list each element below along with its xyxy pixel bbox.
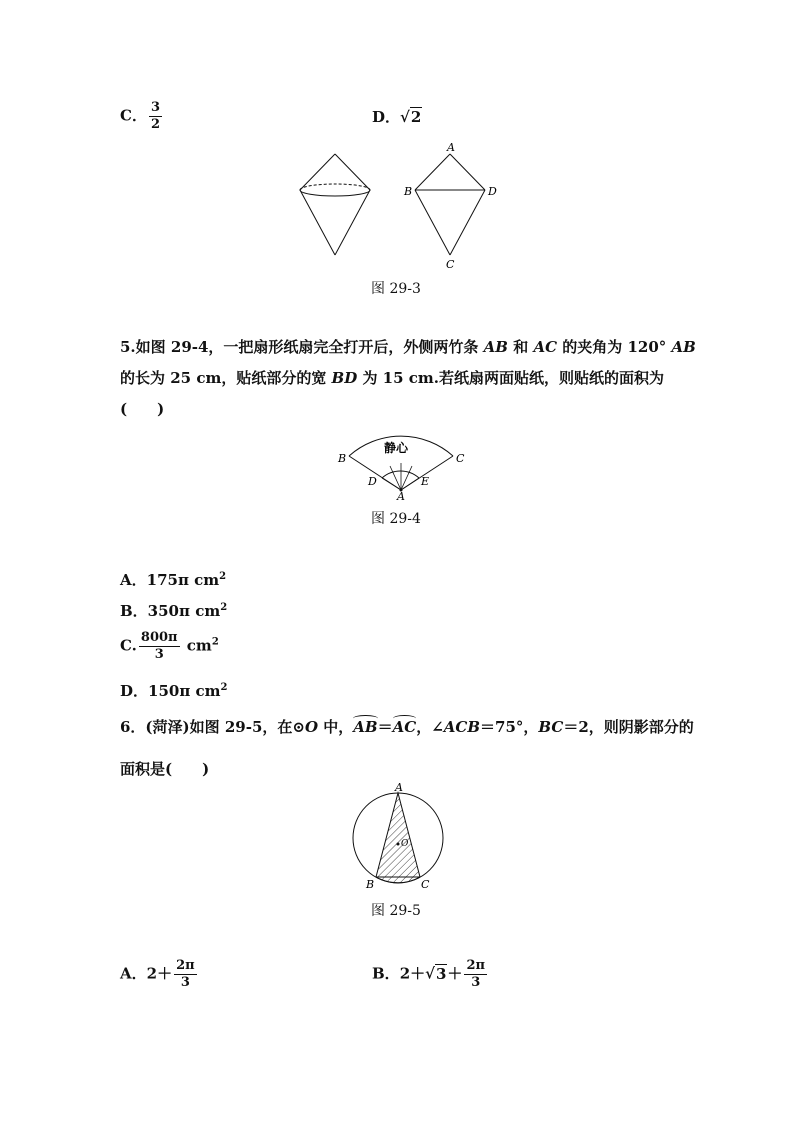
label-d: D bbox=[368, 475, 377, 488]
radicand: 3 bbox=[435, 964, 447, 983]
superscript: 2 bbox=[211, 636, 219, 648]
figure-29-4 bbox=[330, 420, 470, 500]
fan-inner-arc bbox=[382, 471, 419, 478]
superscript: 2 bbox=[220, 602, 228, 613]
segment-bc bbox=[415, 190, 450, 255]
text: 6．(菏泽)如图 29-5，在⊙ bbox=[120, 718, 305, 736]
text: 中， bbox=[318, 718, 354, 736]
q5-option-a bbox=[120, 566, 226, 591]
text: ，∠ bbox=[416, 718, 444, 736]
label-a: A bbox=[397, 490, 405, 500]
arc-ac bbox=[393, 718, 417, 736]
math-var: AC bbox=[392, 718, 417, 736]
text: A． bbox=[120, 964, 147, 983]
q5-option-b bbox=[120, 597, 227, 622]
superscript: 2 bbox=[220, 682, 228, 693]
figure-caption: 图 29-5 bbox=[371, 903, 421, 919]
q6-line2: 面积是( ) bbox=[120, 760, 210, 778]
q5-option-d bbox=[120, 677, 228, 702]
q6-option-b bbox=[372, 958, 489, 991]
label-a: A bbox=[447, 141, 455, 154]
text: ＝ bbox=[377, 718, 393, 736]
label-a: A bbox=[395, 782, 403, 794]
math-var: AB bbox=[353, 718, 378, 736]
fraction-numerator: 3 bbox=[150, 100, 160, 115]
q6-line1 bbox=[120, 716, 694, 738]
label-c: C bbox=[456, 452, 465, 465]
text: 和 bbox=[507, 338, 534, 356]
q5-line2 bbox=[120, 367, 664, 389]
math-var: AC bbox=[533, 338, 558, 356]
q5-option-c bbox=[120, 630, 219, 663]
text: B．350π cm bbox=[120, 602, 221, 620]
text: ＝75°， bbox=[480, 718, 539, 736]
fraction-denominator: 2 bbox=[150, 117, 160, 132]
figure-caption: 图 29-4 bbox=[371, 511, 421, 527]
cone-edge bbox=[300, 190, 335, 255]
label-b: B bbox=[366, 878, 375, 891]
radicand: 2 bbox=[410, 108, 422, 126]
option-d bbox=[372, 106, 422, 128]
figure-caption: 图 29-3 bbox=[371, 281, 421, 297]
fraction bbox=[174, 958, 197, 991]
q5-line1 bbox=[120, 336, 696, 358]
fraction bbox=[139, 630, 180, 663]
cone-ellipse-back bbox=[300, 184, 370, 190]
math-var: AB bbox=[483, 338, 508, 356]
sqrt-icon: √ bbox=[400, 108, 410, 126]
text: cm bbox=[186, 636, 212, 655]
fraction-numerator: 2π bbox=[466, 958, 485, 973]
option-d-label: D． bbox=[372, 108, 401, 126]
fan-text: 静心 bbox=[384, 441, 409, 455]
fraction-numerator: 800π bbox=[140, 630, 178, 645]
segment-ad bbox=[450, 154, 485, 190]
text: B． bbox=[372, 964, 400, 983]
fraction bbox=[149, 100, 162, 133]
math-var: ACB bbox=[443, 718, 481, 736]
label-b: B bbox=[404, 185, 413, 198]
fraction-numerator: 2π bbox=[176, 958, 195, 973]
segment-dc bbox=[450, 190, 485, 255]
figure-29-3 bbox=[290, 140, 510, 275]
text: 的夹角为 120° bbox=[557, 338, 672, 356]
cone-ellipse-front bbox=[300, 190, 370, 196]
label-e: E bbox=[421, 475, 430, 488]
label-b: B bbox=[338, 452, 347, 465]
center-point bbox=[397, 843, 400, 846]
math-var: O bbox=[304, 718, 319, 736]
cone-edge bbox=[335, 154, 370, 190]
option-c bbox=[120, 100, 164, 133]
superscript: 2 bbox=[219, 571, 227, 582]
segment-ab bbox=[415, 154, 450, 190]
math-var: BC bbox=[538, 718, 564, 736]
label-c: C bbox=[446, 258, 455, 271]
text: C. bbox=[120, 636, 137, 655]
math-var: AB bbox=[671, 338, 696, 356]
cone-edge bbox=[300, 154, 335, 190]
text: ＝2，则阴影部分的 bbox=[563, 718, 694, 736]
shaded-region bbox=[376, 793, 420, 883]
q6-option-a bbox=[120, 958, 199, 991]
sqrt-icon: √ bbox=[425, 964, 435, 983]
label-o: O bbox=[401, 839, 409, 849]
figure-29-5 bbox=[345, 782, 455, 894]
math-var: BD bbox=[331, 369, 358, 387]
cone-edge bbox=[335, 190, 370, 255]
fraction bbox=[464, 958, 487, 991]
text: 为 15 cm.若纸扇两面贴纸，则贴纸的面积为 bbox=[357, 369, 665, 387]
text: A．175π cm bbox=[120, 571, 220, 589]
fraction-denominator: 3 bbox=[471, 975, 481, 990]
text: 2＋ bbox=[399, 964, 426, 983]
label-c: C bbox=[421, 878, 430, 891]
fraction-denominator: 3 bbox=[154, 647, 164, 662]
fraction-denominator: 3 bbox=[180, 975, 190, 990]
text: 的长为 25 cm，贴纸部分的宽 bbox=[120, 369, 332, 387]
option-c-label: C． bbox=[120, 106, 147, 125]
q5-answer-paren: ( ) bbox=[120, 400, 165, 418]
text: 5.如图 29-4，一把扇形纸扇完全打开后，外侧两竹条 bbox=[120, 338, 484, 356]
label-d: D bbox=[488, 185, 497, 198]
text: ＋ bbox=[447, 964, 463, 983]
arc-ab bbox=[353, 718, 377, 736]
text: 2＋ bbox=[146, 964, 173, 983]
text: D．150π cm bbox=[120, 682, 221, 700]
